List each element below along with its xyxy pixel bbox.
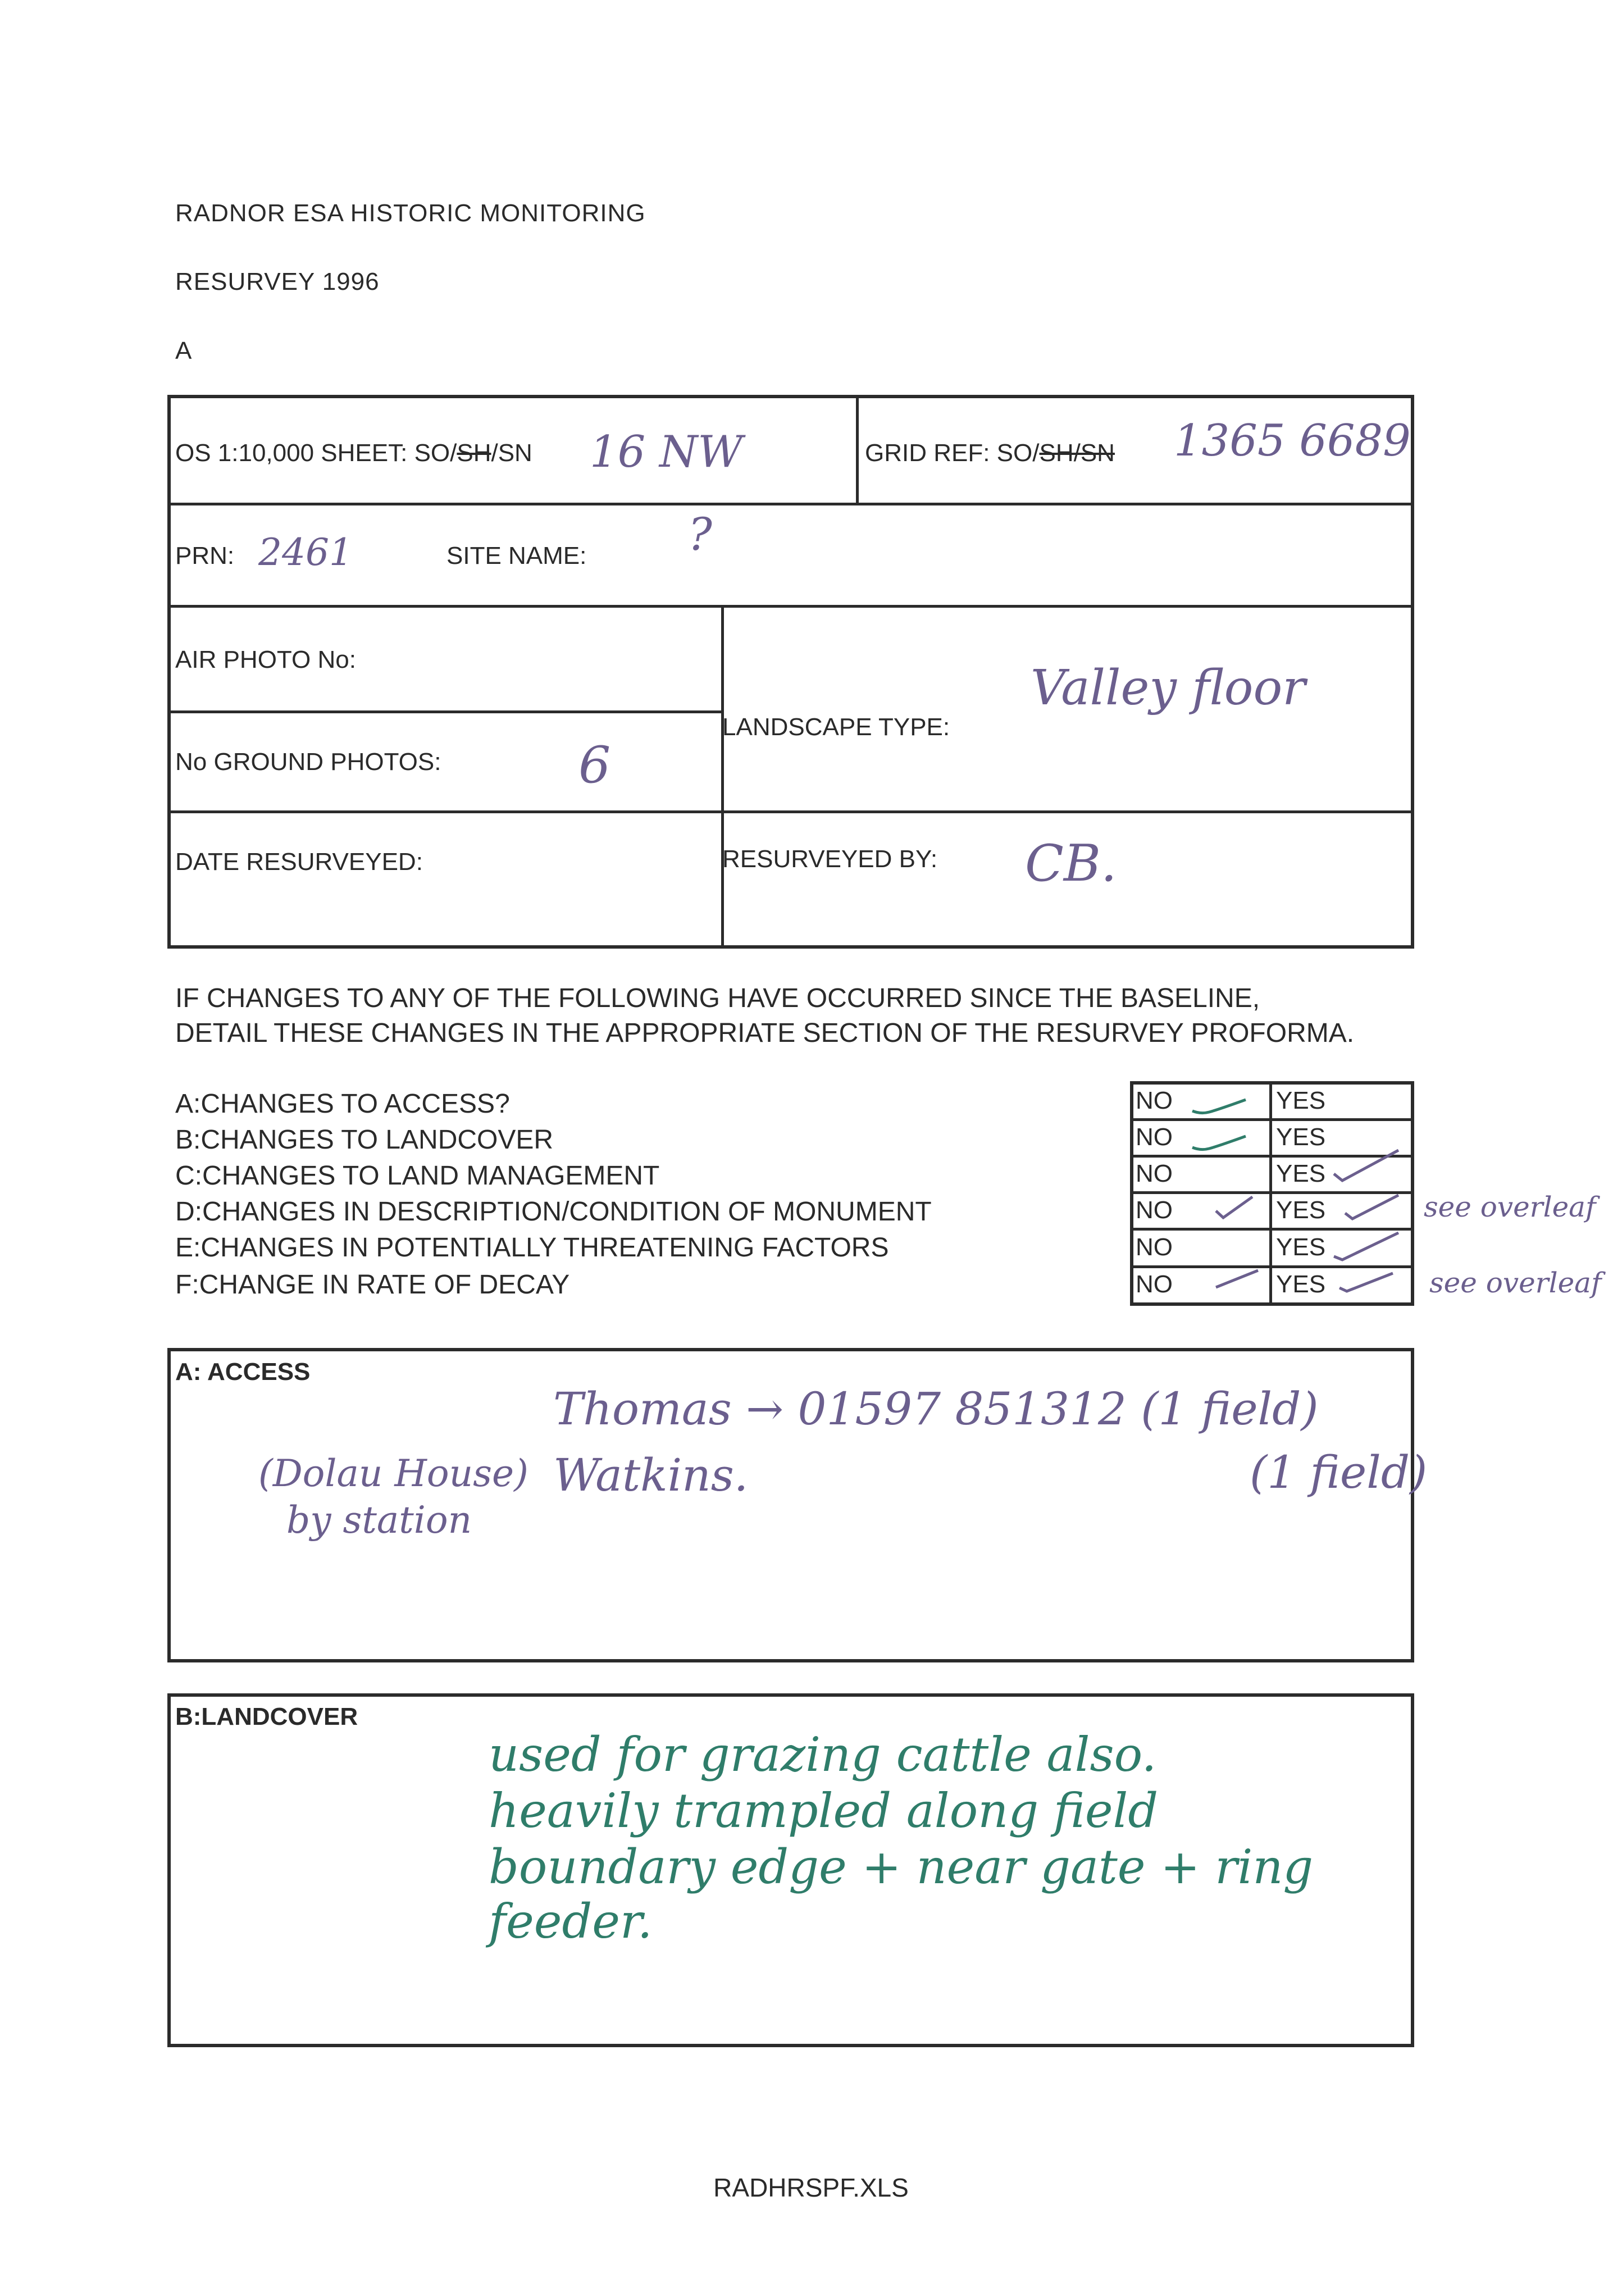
instructions-line2: DETAIL THESE CHANGES IN THE APPROPRIATE SECTION OF THE RESURVEY PROFORMA. [175,1018,1355,1048]
tick-mark-icon [1213,1265,1264,1293]
tick-mark-icon [1213,1194,1258,1222]
tick-mark-icon [1342,1191,1404,1224]
prn-value: 2461 [258,531,353,574]
form-title: RADNOR ESA HISTORIC MONITORING [175,199,646,227]
tick-mark-icon [1331,1227,1404,1264]
tick-mark-icon [1190,1132,1251,1154]
yes-cell: YES [1276,1123,1326,1151]
no-cell: NO [1136,1160,1173,1187]
margin-note: see overleaf [1429,1267,1602,1299]
no-cell: NO [1136,1196,1173,1224]
access-side-note: (Dolau House) [258,1452,528,1495]
landcover-line: heavily trampled along field [489,1783,1159,1838]
os-sheet-value: 16 NW [590,427,743,477]
landcover-line: feeder. [489,1894,653,1949]
footer-filename: RADHRSPF.XLS [713,2173,909,2202]
date-resurveyed-label: DATE RESURVEYED: [175,848,423,876]
instructions-line1: IF CHANGES TO ANY OF THE FOLLOWING HAVE OCCURRED SINCE THE BASELINE, [175,983,1260,1013]
air-photo-label: AIR PHOTO No: [175,646,356,673]
access-side-note: by station [286,1498,472,1542]
site-name-label: SITE NAME: [446,542,587,570]
os-sheet-label: OS 1:10,000 SHEET: SO/SH/SN [175,439,532,467]
yes-cell: YES [1276,1233,1326,1261]
access-line2-name: Watkins. [553,1449,749,1501]
yes-cell: YES [1276,1160,1326,1187]
change-question: B:CHANGES TO LANDCOVER [175,1125,554,1155]
no-cell: NO [1136,1087,1173,1114]
form-subtitle: RESURVEY 1996 [175,268,380,295]
tick-mark-icon [1190,1095,1251,1118]
form-letter: A [175,337,193,365]
landcover-line: boundary edge + near gate + ring [489,1839,1314,1894]
no-cell: NO [1136,1123,1173,1151]
resurveyed-by-label: RESURVEYED BY: [722,845,938,873]
change-question: E:CHANGES IN POTENTIALLY THREATENING FACTORS [175,1233,889,1263]
access-line2-note: (1 field) [1250,1446,1428,1498]
grid-ref-label: GRID REF: SO/SH/SN [865,439,1115,467]
change-question: A:CHANGES TO ACCESS? [175,1089,510,1119]
change-question: F:CHANGE IN RATE OF DECAY [175,1270,570,1300]
prn-label: PRN: [175,542,235,570]
no-cell: NO [1136,1233,1173,1261]
grid-ref-value: 1365 6689 [1174,416,1411,466]
change-question: C:CHANGES TO LAND MANAGEMENT [175,1161,660,1191]
yes-cell: YES [1276,1270,1326,1298]
site-name-value: ? [688,508,712,561]
access-label: A: ACCESS [175,1358,311,1386]
resurveyed-by-value: CB. [1025,834,1117,893]
landcover-line: used for grazing cattle also. [489,1727,1157,1782]
landcover-label: B:LANDCOVER [175,1703,358,1730]
ground-photos-value: 6 [578,736,611,795]
yes-cell: YES [1276,1196,1326,1224]
no-cell: NO [1136,1270,1173,1298]
change-question: D:CHANGES IN DESCRIPTION/CONDITION OF MONUMENT [175,1197,932,1227]
tick-mark-icon [1337,1267,1398,1295]
landscape-label: LANDSCAPE TYPE: [722,713,950,741]
tick-mark-icon [1331,1146,1404,1185]
yes-cell: YES [1276,1087,1326,1114]
ground-photos-label: No GROUND PHOTOS: [175,748,441,776]
landscape-value: Valley floor [1031,660,1306,716]
margin-note: see overleaf [1424,1191,1596,1223]
access-line1: Thomas → 01597 851312 (1 field) [553,1383,1319,1435]
